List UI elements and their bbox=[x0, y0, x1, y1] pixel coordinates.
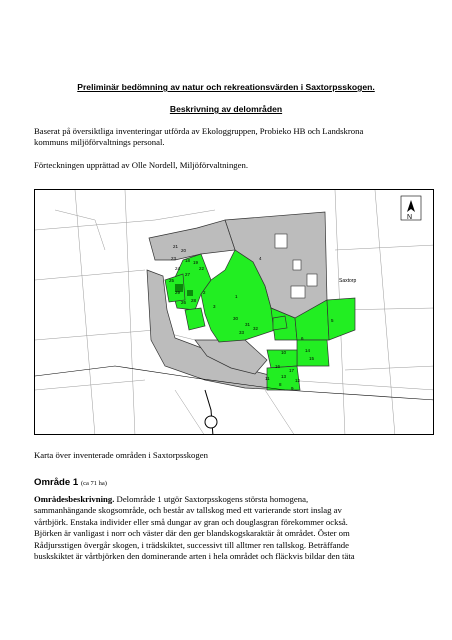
area-label: 2 bbox=[203, 290, 206, 295]
area-label: 14 bbox=[305, 348, 311, 353]
body-line: vårtbjörk. Enstaka individer eller små dungar av gran och douglasgran förekommer också. bbox=[34, 516, 348, 527]
intro-paragraph bbox=[34, 126, 414, 148]
body-line-1-text: Delområde 1 utgör Saxtorpsskogens största homogena, bbox=[114, 494, 309, 504]
area-label: 10 bbox=[281, 350, 287, 355]
area-label: 15 bbox=[309, 356, 315, 361]
area-label: 28 bbox=[191, 298, 197, 303]
area-label: 13 bbox=[281, 374, 287, 379]
area-label: 4 bbox=[259, 256, 262, 261]
map-caption: Karta över inventerade områden i Saxtorpsskogen bbox=[34, 450, 208, 460]
intro-line-1: Baserat på översiktliga inventeringar utförda av Ekologgruppen, Probieko HB och Landskrona bbox=[34, 126, 364, 136]
area-label: 23 bbox=[171, 256, 177, 261]
area-label: 6 bbox=[301, 336, 304, 341]
area-label: 1 bbox=[235, 294, 238, 299]
area-label: 24 bbox=[175, 266, 181, 271]
section-title: Område 1 bbox=[34, 477, 79, 488]
place-label: Saxtorp bbox=[339, 278, 357, 284]
area-label: 25 bbox=[169, 278, 175, 283]
compass-label: N bbox=[407, 214, 413, 221]
area-label: 27 bbox=[185, 272, 191, 277]
area-label: 5 bbox=[331, 318, 334, 323]
area-label: 21 bbox=[173, 244, 179, 249]
area-label: 20 bbox=[181, 248, 187, 253]
credit-line: Förteckningen upprättad av Olle Nordell, Miljöförvaltningen. bbox=[34, 160, 248, 170]
page-title: Preliminär bedömning av natur och rekreationsvärden i Saxtorpsskogen. bbox=[77, 82, 375, 92]
area-label: 29 bbox=[175, 290, 181, 295]
area-label: 3 bbox=[213, 304, 216, 309]
section-size: (ca 71 ha) bbox=[80, 480, 107, 487]
body-line: Björken är vanligast i norr och väster där den ger blandskogskaraktär åt området. Öster om bbox=[34, 528, 350, 539]
area-label: 30 bbox=[233, 316, 239, 321]
section-heading bbox=[34, 477, 107, 488]
area-label: 19 bbox=[193, 260, 199, 265]
body-line-1 bbox=[34, 494, 418, 505]
area-label: 31 bbox=[245, 322, 251, 327]
body-line: buskskiktet är vårtbjörken den dominerande arten i hela området och fläckvis bildar den täta bbox=[34, 551, 355, 562]
area-label: 26 bbox=[181, 300, 187, 305]
compass bbox=[401, 196, 421, 221]
map-image bbox=[35, 190, 434, 435]
area-label: 33 bbox=[239, 330, 245, 335]
area-label: 8 bbox=[279, 382, 282, 387]
body-line: sammanhängande skogsområde, och består av tallskog med ett varierande stort inslag av bbox=[34, 505, 342, 516]
body-lead: Områdesbeskrivning. bbox=[34, 494, 115, 504]
area-label: 18 bbox=[185, 258, 191, 263]
section-body bbox=[34, 494, 418, 562]
intro-line-2: kommuns miljöförvaltnings personal. bbox=[34, 137, 165, 148]
area-label: 16 bbox=[275, 364, 281, 369]
area-label: 17 bbox=[289, 368, 295, 373]
area-map bbox=[34, 189, 434, 435]
area-label: 32 bbox=[253, 326, 259, 331]
body-line: Rådjursstigen övergår skogen, i trädskiktet, successivt till alltmer ren tallskog. Beträffande bbox=[34, 539, 350, 550]
page-subtitle: Beskrivning av delområden bbox=[169, 104, 283, 114]
area-label: 12 bbox=[295, 378, 301, 383]
area-label: 22 bbox=[199, 266, 205, 271]
area-label: 9 bbox=[291, 386, 294, 391]
area-label: 11 bbox=[265, 376, 270, 381]
